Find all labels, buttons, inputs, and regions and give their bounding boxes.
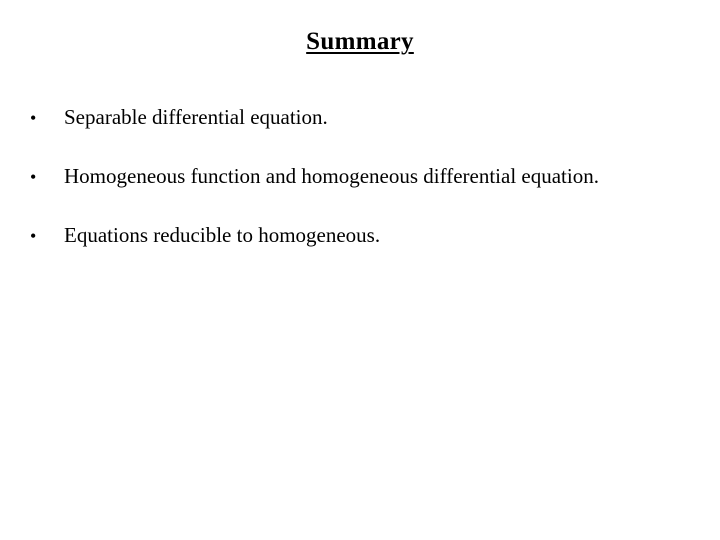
bullet-text: Equations reducible to homogeneous.: [64, 223, 381, 247]
bullet-icon: •: [30, 226, 37, 246]
list-item: [30, 217, 599, 253]
list-item: [30, 158, 599, 194]
list-item: [30, 99, 599, 135]
bullet-icon: •: [30, 108, 37, 128]
bullet-text: Homogeneous function and homogeneous differential equation.: [64, 164, 599, 188]
bullet-text: Separable differential equation.: [64, 105, 328, 129]
slide-title: Summary: [306, 28, 414, 55]
bullet-icon: •: [30, 167, 37, 187]
bullet-list: [30, 99, 599, 276]
